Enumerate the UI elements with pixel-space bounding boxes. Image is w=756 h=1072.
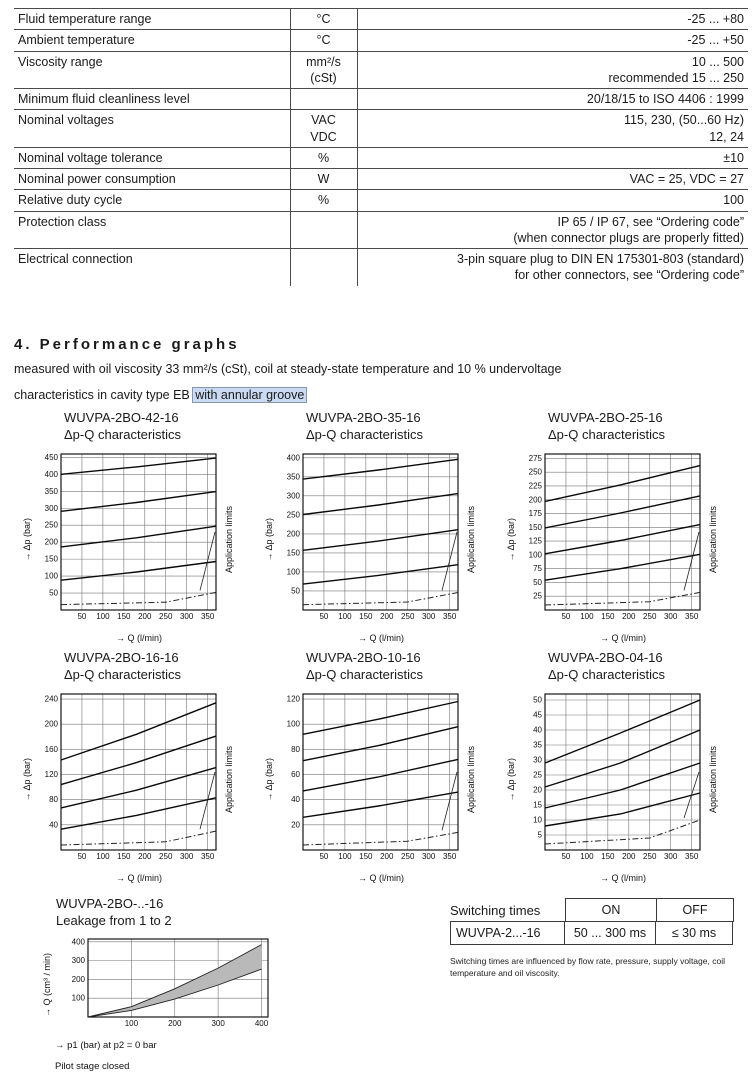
y-axis-label-text: → Δp (bar): [22, 517, 32, 562]
application-limit-line: [303, 592, 458, 604]
dp-q-plot: [34, 447, 222, 627]
y-tick-label: 20: [533, 785, 542, 795]
x-axis-label: → Q (l/min): [600, 632, 646, 643]
y-tick-label: 10: [533, 815, 542, 825]
y-axis-label: [20, 447, 34, 632]
chart-cell-10-16: [262, 650, 496, 883]
x-tick-label: 250: [401, 611, 415, 621]
chart-title: WUVPA-2BO-42-16: [64, 410, 179, 425]
spec-value: 10 ... 500 recommended 15 ... 250: [357, 51, 748, 89]
curve-3: [61, 767, 216, 807]
x-tick-label: 50: [319, 851, 329, 861]
y-tick-label: 250: [286, 510, 300, 520]
chart-title: WUVPA-2BO-04-16: [548, 650, 663, 665]
curve-1: [303, 701, 458, 734]
curve-3: [545, 524, 700, 553]
section-heading: 4. Performance graphs: [14, 336, 240, 353]
switching-value-row: [450, 922, 734, 945]
plot-area: [34, 687, 222, 872]
chart-subtitle: Δp-Q characteristics: [64, 426, 182, 442]
curve-2: [303, 726, 458, 760]
y-tick-label: 400: [44, 469, 58, 479]
spec-row: [14, 110, 748, 148]
application-limits-text: Application limits: [708, 745, 718, 813]
curve-4: [545, 793, 700, 826]
spec-property: Nominal voltages: [14, 110, 290, 148]
x-tick-label: 350: [442, 611, 457, 621]
plot-area: [34, 447, 222, 632]
application-limit-line: [303, 832, 458, 845]
y-tick-label: 35: [533, 740, 542, 750]
y-tick-label: 200: [528, 495, 542, 505]
spec-property: Protection class: [14, 211, 290, 249]
spec-property: Viscosity range: [14, 51, 290, 89]
y-tick-label: 120: [44, 769, 58, 779]
y-tick-label: 160: [44, 744, 58, 754]
chart-subtitle: Δp-Q characteristics: [548, 426, 666, 442]
spec-value: -25 ... +50: [357, 30, 748, 51]
y-tick-label: 200: [71, 974, 85, 984]
curve-4: [61, 561, 216, 580]
y-axis-label: [504, 687, 518, 872]
spec-value: 3-pin square plug to DIN EN 175301-803 (standard) for other connectors, see “Ordering code”: [457, 252, 744, 283]
y-axis-label: [262, 687, 276, 872]
chart-subtitle: Leakage from 1 to 2: [56, 912, 172, 928]
spec-property: Relative duty cycle: [14, 190, 290, 211]
spec-value: -25 ... +80: [357, 9, 748, 30]
dp-q-plot: [276, 687, 464, 867]
x-tick-label: 250: [401, 851, 415, 861]
x-axis-label: → Q (l/min): [358, 632, 404, 643]
y-tick-label: 50: [291, 586, 300, 596]
spec-table-body: [14, 9, 748, 286]
y-tick-label: 450: [44, 452, 58, 462]
chart-title: WUVPA-2BO-25-16: [548, 410, 663, 425]
y-tick-label: 400: [286, 453, 300, 463]
application-limit-line: [61, 831, 216, 845]
application-limit-line: [61, 592, 216, 604]
dp-q-plot: [518, 447, 706, 627]
y-tick-label: 45: [533, 710, 542, 720]
y-tick-label: 275: [528, 453, 542, 463]
x-tick-label: 100: [124, 1018, 139, 1028]
chart-cell-35-16: [262, 410, 496, 643]
y-tick-label: 125: [528, 536, 542, 546]
x-tick-label: 150: [117, 611, 131, 621]
plot-area: [518, 687, 706, 872]
application-limit-line: [545, 592, 700, 605]
plot-border: [88, 939, 268, 1017]
spec-unit: [290, 249, 357, 286]
x-tick-label: 150: [601, 851, 615, 861]
y-tick-label: 100: [286, 719, 300, 729]
y-tick-label: 40: [291, 794, 300, 804]
y-axis-label-text: → Δp (bar): [264, 517, 274, 562]
curve-1: [61, 703, 216, 760]
y-axis-label: [262, 447, 276, 632]
y-tick-label: 300: [44, 503, 58, 513]
spec-row: [14, 249, 748, 286]
x-tick-label: 350: [684, 851, 699, 861]
spec-property: Ambient temperature: [14, 30, 290, 51]
spec-row: [14, 169, 748, 190]
x-tick-label: 250: [159, 611, 173, 621]
application-limits-label: [464, 687, 478, 872]
dp-q-plot: [518, 687, 706, 867]
cavity-note-text: characteristics in cavity type EB: [14, 388, 194, 402]
switching-row-name: WUVPA-2...-16: [450, 921, 565, 945]
application-limits-text: Application limits: [466, 745, 476, 813]
x-tick-label: 100: [338, 851, 352, 861]
x-tick-label: 200: [380, 851, 394, 861]
y-tick-label: 80: [291, 744, 300, 754]
curve-2: [303, 493, 458, 514]
plot-border: [303, 694, 458, 850]
x-tick-label: 150: [601, 611, 615, 621]
y-tick-label: 25: [533, 770, 542, 780]
x-tick-label: 350: [684, 611, 699, 621]
chart-title: WUVPA-2BO-10-16: [306, 650, 421, 665]
switching-off-value: ≤ 30 ms: [655, 921, 733, 945]
application-limits-label: [706, 687, 720, 872]
y-tick-label: 150: [528, 522, 542, 532]
y-tick-label: 20: [291, 820, 300, 830]
chart-title: WUVPA-2BO-35-16: [306, 410, 421, 425]
y-tick-label: 250: [528, 467, 542, 477]
y-tick-label: 300: [71, 955, 85, 965]
chart-subtitle: Δp-Q characteristics: [64, 666, 182, 682]
spec-unit: [290, 89, 357, 110]
y-tick-label: 300: [286, 491, 300, 501]
leakage-chart: [40, 896, 310, 1072]
application-limits-label: [464, 447, 478, 632]
chart-cell-16-16: [20, 650, 254, 883]
x-tick-label: 250: [159, 851, 173, 861]
charts-row-2: [20, 650, 738, 883]
y-tick-label: 150: [286, 548, 300, 558]
spec-row: [14, 211, 748, 249]
x-tick-label: 100: [96, 851, 110, 861]
y-tick-label: 400: [71, 937, 85, 947]
curve-3: [303, 759, 458, 791]
x-tick-label: 300: [663, 851, 678, 861]
spec-property: Electrical connection: [18, 252, 133, 266]
chart-subtitle: Δp-Q characteristics: [306, 666, 424, 682]
spec-value: IP 65 / IP 67, see “Ordering code” (when connector plugs are properly fitted): [357, 211, 748, 249]
spec-table: [14, 8, 748, 286]
pilot-stage-note: Pilot stage closed: [55, 1060, 130, 1072]
spec-unit: °C: [290, 30, 357, 51]
spec-value: 20/18/15 to ISO 4406 : 1999: [357, 89, 748, 110]
spec-value: 115, 230, (50...60 Hz) 12, 24: [357, 110, 748, 148]
y-tick-label: 150: [44, 554, 58, 564]
x-tick-label: 200: [622, 611, 636, 621]
switching-header-row: [450, 898, 734, 922]
spec-property: Fluid temperature range: [14, 9, 290, 30]
spec-unit: W: [290, 169, 357, 190]
y-tick-label: 100: [528, 550, 542, 560]
y-axis-label: [20, 687, 34, 872]
x-tick-label: 350: [200, 851, 215, 861]
spec-unit: °C: [290, 9, 357, 30]
x-tick-label: 50: [319, 611, 329, 621]
switching-times-table: [450, 898, 734, 945]
y-tick-label: 100: [286, 567, 300, 577]
charts-row-1: [20, 410, 738, 643]
annular-groove-highlight: with annular groove: [195, 388, 305, 402]
spec-value: 100: [357, 190, 748, 211]
curve-2: [61, 736, 216, 785]
spec-property: Nominal voltage tolerance: [14, 147, 290, 168]
y-tick-label: 30: [533, 755, 542, 765]
y-tick-label: 175: [528, 508, 542, 518]
plot-border: [61, 454, 216, 610]
x-axis-label: → Q (l/min): [600, 872, 646, 883]
curve-4: [303, 564, 458, 583]
x-tick-label: 250: [643, 611, 657, 621]
application-limits-text: Application limits: [224, 505, 234, 573]
x-tick-label: 150: [117, 851, 131, 861]
curve-4: [545, 554, 700, 580]
y-tick-label: 40: [533, 725, 542, 735]
measurement-conditions: measured with oil viscosity 33 mm²/s (cSt), coil at steady-state temperature and 10 % undervoltage: [14, 362, 562, 376]
y-tick-label: 250: [44, 520, 58, 530]
x-tick-label: 200: [138, 611, 152, 621]
plot-area: [518, 447, 706, 632]
y-tick-label: 5: [537, 830, 542, 840]
x-tick-label: 300: [211, 1018, 225, 1028]
spec-unit: mm²/s (cSt): [290, 51, 357, 89]
x-tick-label: 50: [561, 851, 571, 861]
chart-title: WUVPA-2BO-16-16: [64, 650, 179, 665]
y-tick-label: 50: [533, 695, 542, 705]
y-tick-label: 50: [49, 588, 58, 598]
application-limits-label: [706, 447, 720, 632]
x-tick-label: 200: [138, 851, 152, 861]
spec-row: [14, 9, 748, 30]
dp-q-plot: [34, 687, 222, 867]
y-tick-label: 200: [44, 719, 58, 729]
x-tick-label: 400: [254, 1018, 269, 1028]
y-axis-label: [504, 447, 518, 632]
x-tick-label: 350: [200, 611, 215, 621]
curve-2: [545, 496, 700, 528]
y-tick-label: 200: [286, 529, 300, 539]
switching-footnote: Switching times are influenced by flow rate, pressure, supply voltage, coil temperature and oil viscosity.: [450, 956, 725, 978]
spec-unit: VAC VDC: [290, 110, 357, 148]
x-tick-label: 250: [643, 851, 657, 861]
application-limits-label: [222, 687, 236, 872]
chart-title: WUVPA-2BO-..-16: [56, 896, 164, 911]
y-axis-label-text: → Q (cm³ / min): [42, 953, 52, 1018]
y-tick-label: 40: [49, 820, 58, 830]
spec-value: ±10: [357, 147, 748, 168]
x-axis-label: → Q (l/min): [358, 872, 404, 883]
plot-border: [545, 694, 700, 850]
x-tick-label: 300: [663, 611, 678, 621]
application-limits-text: Application limits: [224, 745, 234, 813]
spec-row: [14, 147, 748, 168]
plot-area: [54, 933, 274, 1038]
y-axis-label-text: → Δp (bar): [506, 757, 516, 802]
y-axis-label: [40, 933, 54, 1038]
curve-3: [61, 526, 216, 547]
y-tick-label: 200: [44, 537, 58, 547]
x-tick-label: 300: [179, 611, 194, 621]
y-tick-label: 60: [291, 769, 300, 779]
y-tick-label: 100: [44, 571, 58, 581]
chart-cell-04-16: [504, 650, 738, 883]
spec-property: Nominal power consumption: [14, 169, 290, 190]
x-tick-label: 100: [338, 611, 352, 621]
switching-on-value: 50 ... 300 ms: [564, 921, 656, 945]
application-limits-label: [222, 447, 236, 632]
y-axis-label-text: → Δp (bar): [22, 757, 32, 802]
x-tick-label: 50: [77, 851, 87, 861]
switching-col-off: OFF: [656, 898, 734, 922]
y-tick-label: 350: [286, 472, 300, 482]
plot-border: [61, 694, 216, 850]
spec-row: [14, 30, 748, 51]
y-tick-label: 25: [533, 591, 542, 601]
x-tick-label: 300: [179, 851, 194, 861]
x-axis-label: → Q (l/min): [116, 872, 162, 883]
spec-row: [14, 190, 748, 211]
x-axis-label: → p1 (bar) at p2 = 0 bar: [55, 1039, 157, 1051]
x-tick-label: 350: [442, 851, 457, 861]
y-tick-label: 240: [44, 694, 58, 704]
spec-unit: %: [290, 190, 357, 211]
chart-cell-42-16: [20, 410, 254, 643]
x-tick-label: 100: [580, 851, 594, 861]
switching-col-on: ON: [565, 898, 657, 922]
curve-3: [545, 763, 700, 808]
chart-subtitle: Δp-Q characteristics: [306, 426, 424, 442]
y-tick-label: 350: [44, 486, 58, 496]
x-tick-label: 300: [421, 611, 436, 621]
y-tick-label: 80: [49, 794, 58, 804]
plot-border: [303, 454, 458, 610]
x-tick-label: 100: [580, 611, 594, 621]
dp-q-plot: [276, 447, 464, 627]
y-tick-label: 225: [528, 481, 542, 491]
spec-property: Minimum fluid cleanliness level: [14, 89, 290, 110]
application-limits-text: Application limits: [708, 505, 718, 573]
application-limits-text: Application limits: [466, 505, 476, 573]
curve-1: [545, 700, 700, 763]
spec-row: [14, 51, 748, 89]
curve-1: [545, 465, 700, 501]
plot-area: [276, 687, 464, 872]
x-tick-label: 150: [359, 851, 373, 861]
plot-border: [545, 454, 700, 610]
curve-3: [303, 529, 458, 550]
switching-times-label: Switching times: [450, 902, 541, 918]
x-tick-label: 100: [96, 611, 110, 621]
chart-cell-25-16: [504, 410, 738, 643]
plot-area: [276, 447, 464, 632]
curve-4: [303, 792, 458, 817]
y-tick-label: 50: [533, 577, 542, 587]
y-tick-label: 75: [533, 563, 542, 573]
x-tick-label: 50: [561, 611, 571, 621]
spec-row: [14, 89, 748, 110]
x-axis-label: → Q (l/min): [116, 632, 162, 643]
spec-value: VAC = 25, VDC = 27: [357, 169, 748, 190]
application-limit-line: [545, 820, 700, 844]
y-axis-label-text: → Δp (bar): [264, 757, 274, 802]
y-axis-label-text: → Δp (bar): [506, 517, 516, 562]
y-tick-label: 120: [286, 694, 300, 704]
chart-subtitle: Δp-Q characteristics: [548, 666, 666, 682]
spec-unit: %: [290, 147, 357, 168]
y-tick-label: 100: [71, 993, 85, 1003]
cavity-note: [14, 388, 306, 402]
curve-1: [303, 459, 458, 479]
x-tick-label: 200: [168, 1018, 182, 1028]
curve-2: [545, 730, 700, 787]
x-tick-label: 50: [77, 611, 87, 621]
y-tick-label: 15: [533, 800, 542, 810]
x-tick-label: 200: [380, 611, 394, 621]
x-tick-label: 200: [622, 851, 636, 861]
spec-unit: [290, 211, 357, 249]
curve-1: [61, 458, 216, 474]
x-tick-label: 300: [421, 851, 436, 861]
x-tick-label: 150: [359, 611, 373, 621]
leakage-plot: [54, 933, 274, 1033]
